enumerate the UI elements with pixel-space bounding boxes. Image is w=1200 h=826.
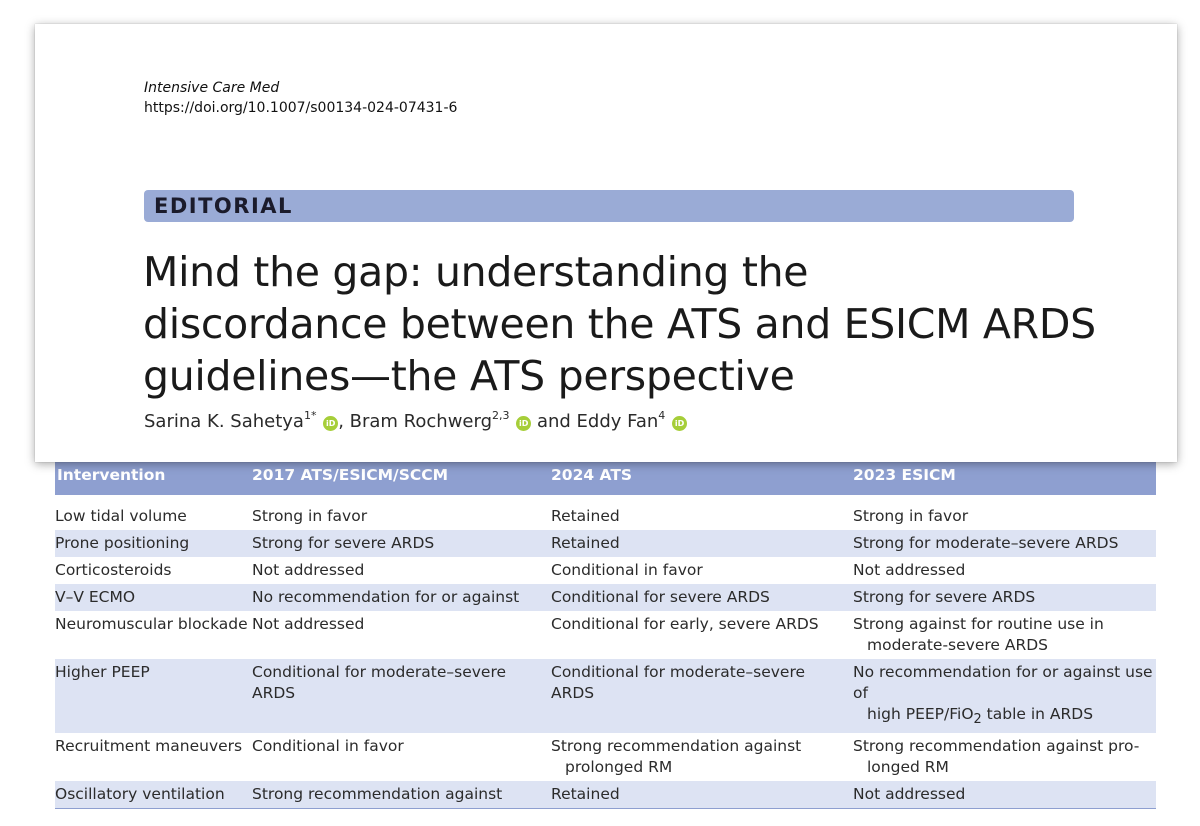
author-affiliation: 4 <box>658 409 666 422</box>
doi-link[interactable]: https://doi.org/10.1007/s00134-024-07431-6 <box>144 100 458 116</box>
editorial-header-card <box>35 24 1177 462</box>
cell-2017: No recommendation for or against <box>252 588 520 606</box>
cell-2024-ats: Retained <box>551 534 620 552</box>
cell-2023-esicm: Strong for severe ARDS <box>853 588 1036 606</box>
section-label: EDITORIAL <box>154 194 293 218</box>
cell-2017: Strong in favor <box>252 507 368 525</box>
cell-2017: Conditional in favor <box>252 737 404 756</box>
author-separator: and <box>531 411 577 432</box>
cell-2023-esicm: Strong in favor <box>853 507 969 525</box>
cell-text: high PEEP/FiO <box>867 705 974 723</box>
title-line: discordance between the ATS and ESICM ARDS <box>143 300 1096 348</box>
section-banner <box>144 190 1074 222</box>
author-name[interactable]: Eddy Fan <box>576 411 659 432</box>
guidelines-table-wrap <box>55 455 1156 809</box>
author-separator: , <box>338 411 350 432</box>
cell-line: No recommendation for or against use of <box>853 663 1153 702</box>
author-list <box>144 411 687 432</box>
cell-line: Strong recommendation against pro- <box>853 737 1140 756</box>
cell-2024-ats: Conditional for early, severe ARDS <box>551 615 819 633</box>
cell-2017: Conditional for moderate–severe ARDS <box>252 663 507 702</box>
subscript: 2 <box>973 712 982 728</box>
title-line: Mind the gap: understanding the <box>143 248 809 296</box>
cell-intervention: Recruitment maneuvers <box>55 737 243 756</box>
author-affiliation: 1* <box>303 409 317 422</box>
table-row <box>55 781 1156 809</box>
cell-2023-esicm: Strong for moderate–severe ARDS <box>853 534 1119 552</box>
cell-line-continued: longed RM <box>867 758 949 777</box>
journal-name: Intensive Care Med <box>144 80 280 96</box>
header-intervention: Intervention <box>57 466 166 484</box>
table-row <box>55 611 1156 659</box>
orcid-icon[interactable]: iD <box>672 416 687 431</box>
cell-text: table in ARDS <box>981 705 1094 723</box>
orcid-icon[interactable]: iD <box>516 416 531 431</box>
table-row <box>55 584 1156 611</box>
orcid-icon[interactable]: iD <box>323 416 338 431</box>
cell-intervention: Oscillatory ventilation <box>55 781 252 809</box>
table-row <box>55 530 1156 557</box>
cell-line: Strong recommendation against <box>551 737 802 756</box>
cell-2023-esicm <box>853 733 1156 781</box>
cell-2017: Strong for severe ARDS <box>252 534 435 552</box>
cell-intervention: Low tidal volume <box>55 507 187 525</box>
table-row <box>55 503 1156 530</box>
cell-intervention: Higher PEEP <box>55 663 150 681</box>
header-2024-ats: 2024 ATS <box>551 466 633 484</box>
cell-2024-ats: Retained <box>551 781 853 809</box>
cell-2024-ats <box>551 733 853 781</box>
cell-line-continued: prolonged RM <box>565 758 673 777</box>
cell-2024-ats: Conditional for moderate–severe ARDS <box>551 663 806 702</box>
cell-intervention: Corticosteroids <box>55 561 172 579</box>
header-2017-guideline: 2017 ATS/ESICM/SCCM <box>252 466 449 484</box>
table-row <box>55 659 1156 733</box>
table-row <box>55 733 1156 781</box>
cell-line-continued: moderate-severe ARDS <box>867 636 1048 654</box>
author-name[interactable]: Sarina K. Sahetya <box>144 411 304 432</box>
title-line: guidelines—the ATS perspective <box>143 352 795 400</box>
header-2023-esicm: 2023 ESICM <box>853 466 956 484</box>
cell-2023-esicm <box>853 611 1156 659</box>
cell-2023-esicm <box>853 659 1156 733</box>
cell-2017: Strong recommendation against <box>252 781 551 809</box>
cell-line-continued <box>853 704 1156 730</box>
cell-2023-esicm: Not addressed <box>853 561 966 579</box>
cell-intervention: Neuromuscular blockade <box>55 615 248 633</box>
cell-intervention: Prone positioning <box>55 534 190 552</box>
cell-2017: Not addressed <box>252 561 365 579</box>
cell-2024-ats: Retained <box>551 507 620 525</box>
table-spacer <box>55 495 1156 503</box>
cell-line: Strong against for routine use in <box>853 615 1104 633</box>
cell-2024-ats: Conditional in favor <box>551 561 703 579</box>
cell-intervention: V–V ECMO <box>55 588 136 606</box>
author-affiliation: 2,3 <box>492 409 510 422</box>
author-name[interactable]: Bram Rochwerg <box>349 411 492 432</box>
table-row <box>55 557 1156 584</box>
cell-2017: Not addressed <box>252 615 365 633</box>
cell-2024-ats: Conditional for severe ARDS <box>551 588 770 606</box>
article-title <box>143 246 1123 402</box>
cell-2023-esicm: Not addressed <box>853 781 1156 809</box>
guidelines-table <box>55 455 1156 809</box>
